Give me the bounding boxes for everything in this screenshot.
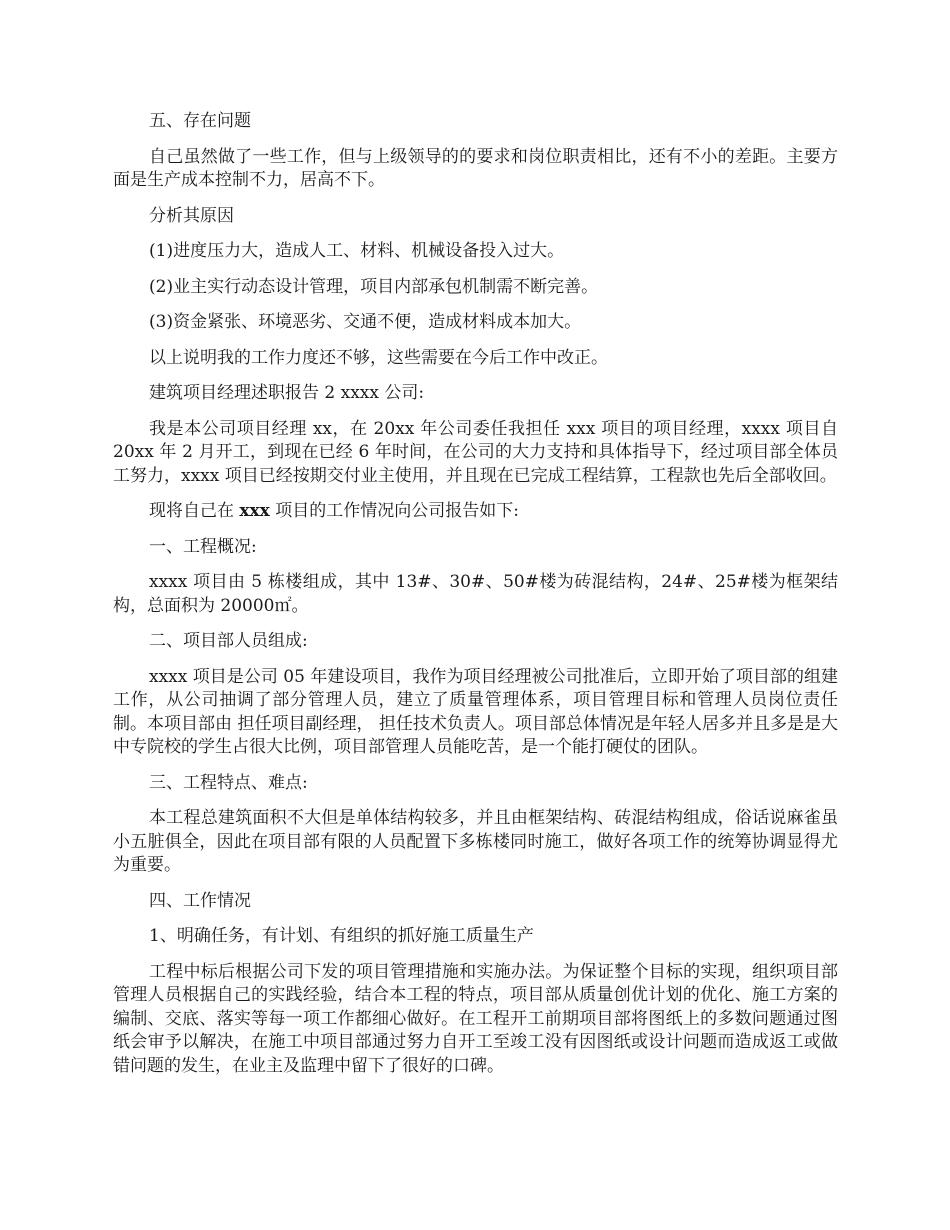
list-item-cause-2: (2)业主实行动态设计管理，项目内部承包机制需不断完善。 — [149, 276, 599, 297]
list-item-cause-3: (3)资金紧张、环境恶劣、交通不便，造成材料成本加大。 — [149, 312, 582, 332]
paragraph-introduction: 我是本公司项目经理 xx，在 20xx 年公司委任我担任 xxx 项目的项目经理，xxxx 项目自 20xx 年 2 月开工，到现在已经 6 年时间，在公司的大力支持和具体指导下，经过项目部全体员工努力，xxxx 项目已经按期交付业主使用，并且现在已完成工程结算，工程款也先后全部收回。 — [113, 418, 838, 486]
paragraph-overview: xxxx 项目由 5 栋楼组成，其中 13#、30#、50#楼为砖混结构，24#、25#楼为框架结构，总面积为 20000㎡。 — [113, 572, 838, 616]
section-heading-problems: 五、存在问题 — [149, 111, 251, 131]
section-heading-overview: 一、工程概况: — [149, 536, 257, 557]
paragraph-improvement: 以上说明我的工作力度还不够，这些需要在今后工作中改正。 — [149, 347, 608, 368]
document-body — [113, 110, 838, 1090]
subsection-heading-tasks: 1、明确任务，有计划、有组织的抓好施工质量生产 — [149, 926, 534, 946]
paragraph-gap-summary: 自己虽然做了一些工作，但与上级领导的的要求和岗位职责相比，还有不小的差距。主要方面是生产成本控制不力，居高不下。 — [113, 146, 838, 190]
report-title-line: 建筑项目经理述职报告 2 xxxx 公司: — [149, 383, 425, 403]
section-heading-features: 三、工程特点、难点: — [149, 772, 308, 793]
report-lead-before: 现将自己在 — [149, 501, 240, 521]
paragraph-cause-intro: 分析其原因 — [149, 205, 234, 226]
report-lead-project-name: xxx — [239, 501, 270, 521]
report-lead-after: 项目的工作情况向公司报告如下: — [269, 501, 519, 521]
paragraph-features: 本工程总建筑面积不大但是单体结构较多，并且由框架结构、砖混结构组成，俗话说麻雀虽小五脏俱全，因此在项目部有限的人员配置下多栋楼同时施工，做好各项工作的统筹协调显得尤为重要。 — [113, 808, 838, 875]
paragraph-report-lead — [113, 500, 838, 524]
section-heading-staff: 二、项目部人员组成: — [149, 631, 308, 651]
paragraph-staff: xxxx 项目是公司 05 年建设项目，我作为项目经理被公司批准后，立即开始了项目部的组建工作，从公司抽调了部分管理人员，建立了质量管理体系，项目管理目标和管理人员岗位责任制。本项目部由 担任项目副经理， 担任技术负责人。项目部总体情况是年轻人居多并且多是是大中专院校的学生占很大比例，项目部管理人员能吃苦，是一个能打硬仗的团队。 — [113, 666, 838, 757]
list-item-cause-1: (1)进度压力大，造成人工、材料、机械设备投入过大。 — [149, 241, 565, 261]
paragraph-tasks: 工程中标后根据公司下发的项目管理措施和实施办法。为保证整个目标的实现，组织项目部管理人员根据自己的实践经验，结合本工程的特点，项目部从质量创优计划的优化、施工方案的编制、交底、落实等每一项工作都细心做好。在工程开工前期项目部将图纸上的多数问题通过图纸会审予以解决，在施工中项目部通过努力自开工至竣工没有因图纸或设计问题而造成返工或做错问题的发生，在业主及监理中留下了很好的口碑。 — [113, 961, 838, 1076]
section-heading-work: 四、工作情况 — [149, 890, 251, 911]
